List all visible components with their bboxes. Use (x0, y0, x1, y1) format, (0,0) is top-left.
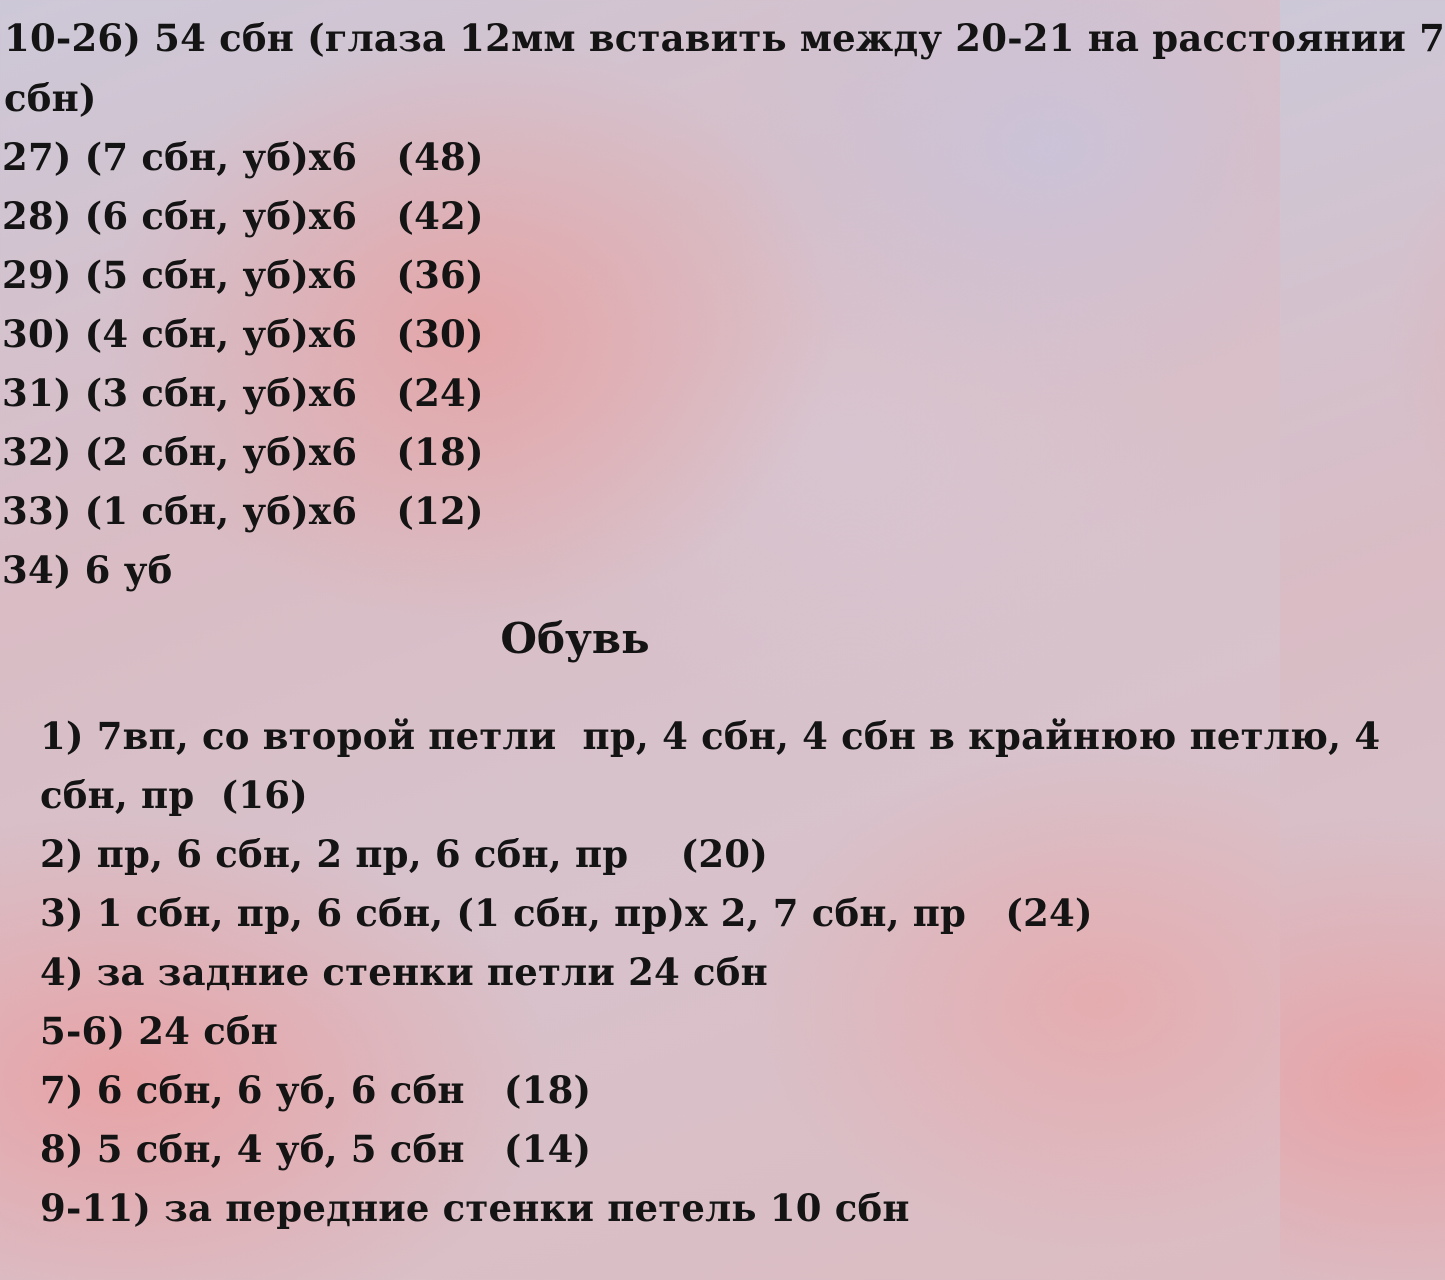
pattern-row: 4) за задние стенки петли 24 сбн (40, 950, 768, 994)
pattern-row: 9-11) за передние стенки петель 10 сбн (40, 1186, 910, 1230)
pattern-row: 34) 6 уб (2, 548, 173, 592)
pattern-row: 2) пр, 6 сбн, 2 пр, 6 сбн, пр (20) (40, 832, 768, 876)
pattern-row: 29) (5 сбн, уб)х6 (36) (2, 253, 484, 297)
pattern-row: 1) 7вп, со второй петли пр, 4 сбн, 4 сбн в крайнюю петлю, 4 (40, 714, 1381, 758)
pattern-row: 5-6) 24 сбн (40, 1009, 279, 1053)
section-title: Обувь (500, 614, 650, 663)
pattern-row: 33) (1 сбн, уб)х6 (12) (2, 489, 484, 533)
pattern-row: сбн, пр (16) (40, 773, 308, 817)
pattern-row: 7) 6 сбн, 6 уб, 6 сбн (18) (40, 1068, 592, 1112)
pattern-row: 32) (2 сбн, уб)х6 (18) (2, 430, 484, 474)
pattern-row: 8) 5 сбн, 4 уб, 5 сбн (14) (40, 1127, 592, 1171)
pattern-row: 30) (4 сбн, уб)х6 (30) (2, 312, 484, 356)
pattern-row: 28) (6 сбн, уб)х6 (42) (2, 194, 484, 238)
pattern-row: 10-26) 54 сбн (глаза 12мм вставить между 20-21 на расстоянии 7 (4, 16, 1445, 60)
pattern-row: сбн) (4, 76, 97, 120)
pattern-row: 3) 1 сбн, пр, 6 сбн, (1 сбн, пр)х 2, 7 сбн, пр (24) (40, 891, 1093, 935)
pattern-row: 31) (3 сбн, уб)х6 (24) (2, 371, 484, 415)
pattern-row: 27) (7 сбн, уб)х6 (48) (2, 135, 484, 179)
